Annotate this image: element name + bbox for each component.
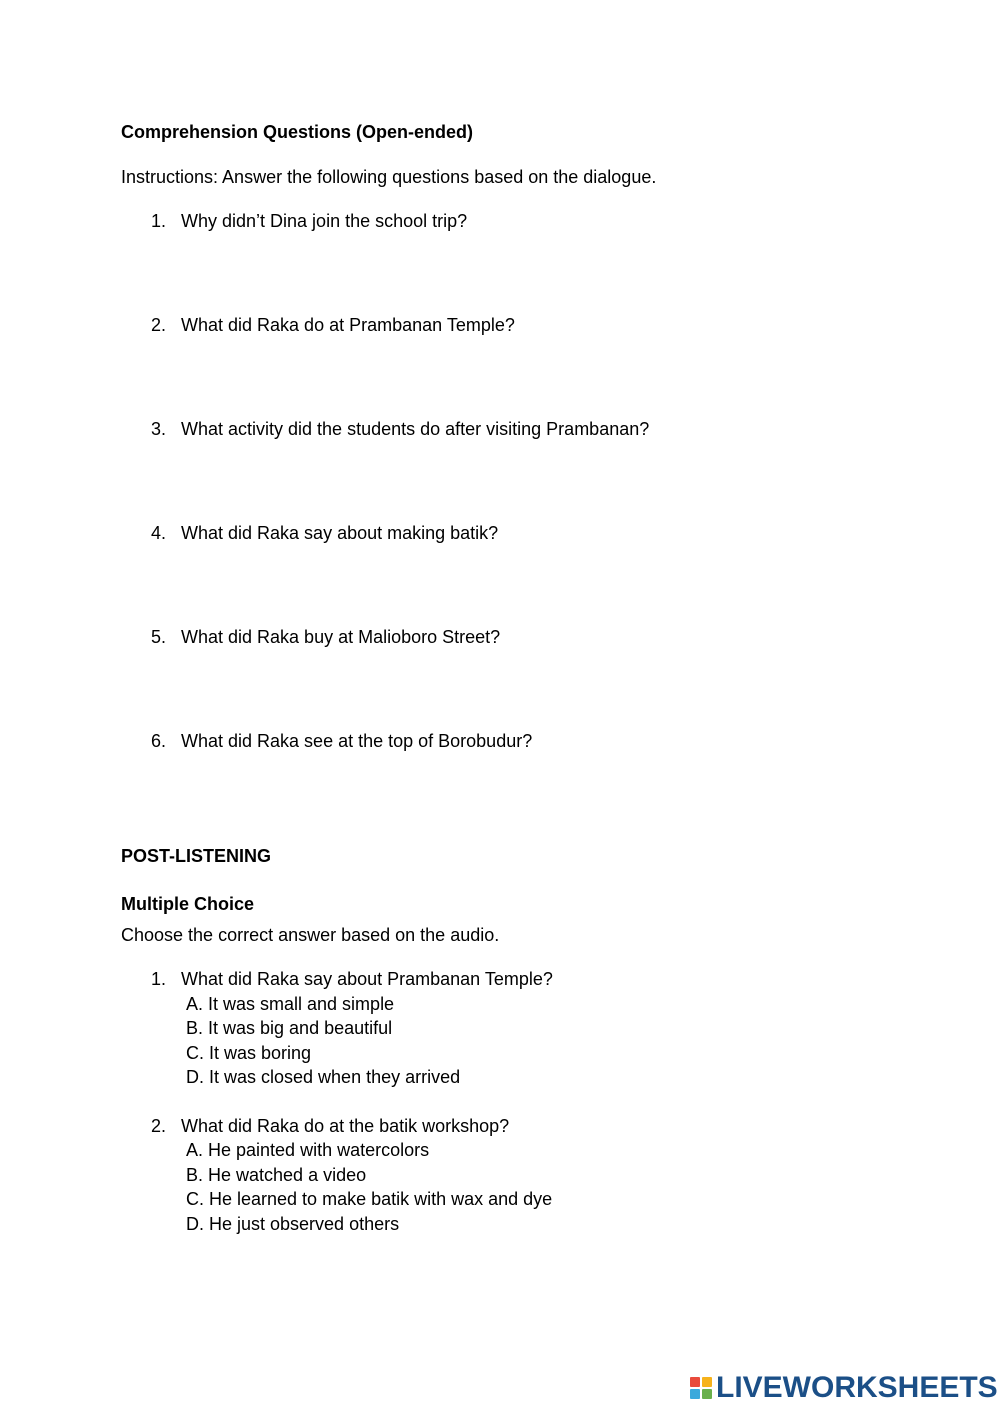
question-number: 1. bbox=[151, 969, 167, 989]
list-item bbox=[151, 626, 501, 648]
answer-option[interactable]: A. It was small and simple bbox=[186, 994, 395, 1014]
question-text: What did Raka do at the batik workshop? bbox=[181, 1116, 510, 1136]
question-number: 2. bbox=[151, 1116, 167, 1136]
question-text: What did Raka do at Prambanan Temple? bbox=[181, 315, 515, 335]
question-text: What did Raka say about Prambanan Temple? bbox=[181, 969, 553, 989]
answer-option[interactable]: B. It was big and beautiful bbox=[186, 1018, 393, 1038]
list-item bbox=[151, 314, 515, 336]
question-number: 6. bbox=[151, 731, 167, 751]
question-text: What activity did the students do after visiting Prambanan? bbox=[181, 419, 650, 439]
logo-square bbox=[690, 1389, 700, 1399]
list-item bbox=[151, 522, 499, 544]
question-number: 2. bbox=[151, 315, 167, 335]
answer-option[interactable]: D. It was closed when they arrived bbox=[186, 1067, 461, 1087]
question-text: What did Raka see at the top of Borobudur? bbox=[181, 731, 533, 751]
answer-option[interactable]: A. He painted with watercolors bbox=[186, 1140, 430, 1160]
instructions-text: Instructions: Answer the following questions based on the dialogue. bbox=[121, 167, 657, 187]
section-heading: POST-LISTENING bbox=[121, 846, 272, 866]
section-title: Comprehension Questions (Open-ended) bbox=[121, 122, 474, 142]
logo-square bbox=[702, 1377, 712, 1387]
answer-option[interactable]: C. He learned to make batik with wax and dye bbox=[186, 1189, 553, 1209]
instructions-text: Choose the correct answer based on the audio. bbox=[121, 925, 500, 945]
question-number: 4. bbox=[151, 523, 167, 543]
question-number: 3. bbox=[151, 419, 167, 439]
question-number: 5. bbox=[151, 627, 167, 647]
question-text: Why didn’t Dina join the school trip? bbox=[181, 211, 468, 231]
list-item bbox=[151, 968, 553, 990]
subsection-title: Multiple Choice bbox=[121, 894, 255, 914]
list-item bbox=[151, 210, 468, 232]
list-item bbox=[151, 730, 533, 752]
question-number: 1. bbox=[151, 211, 167, 231]
logo-square bbox=[702, 1389, 712, 1399]
list-item bbox=[151, 1115, 510, 1137]
logo-text: LIVEWORKSHEETS bbox=[716, 1371, 998, 1404]
list-item bbox=[151, 418, 650, 440]
liveworksheets-logo bbox=[690, 1372, 998, 1404]
answer-option[interactable]: B. He watched a video bbox=[186, 1165, 367, 1185]
answer-option[interactable]: C. It was boring bbox=[186, 1043, 312, 1063]
logo-mark-icon bbox=[690, 1377, 712, 1399]
question-text: What did Raka buy at Malioboro Street? bbox=[181, 627, 501, 647]
question-text: What did Raka say about making batik? bbox=[181, 523, 499, 543]
logo-square bbox=[690, 1377, 700, 1387]
answer-option[interactable]: D. He just observed others bbox=[186, 1214, 400, 1234]
